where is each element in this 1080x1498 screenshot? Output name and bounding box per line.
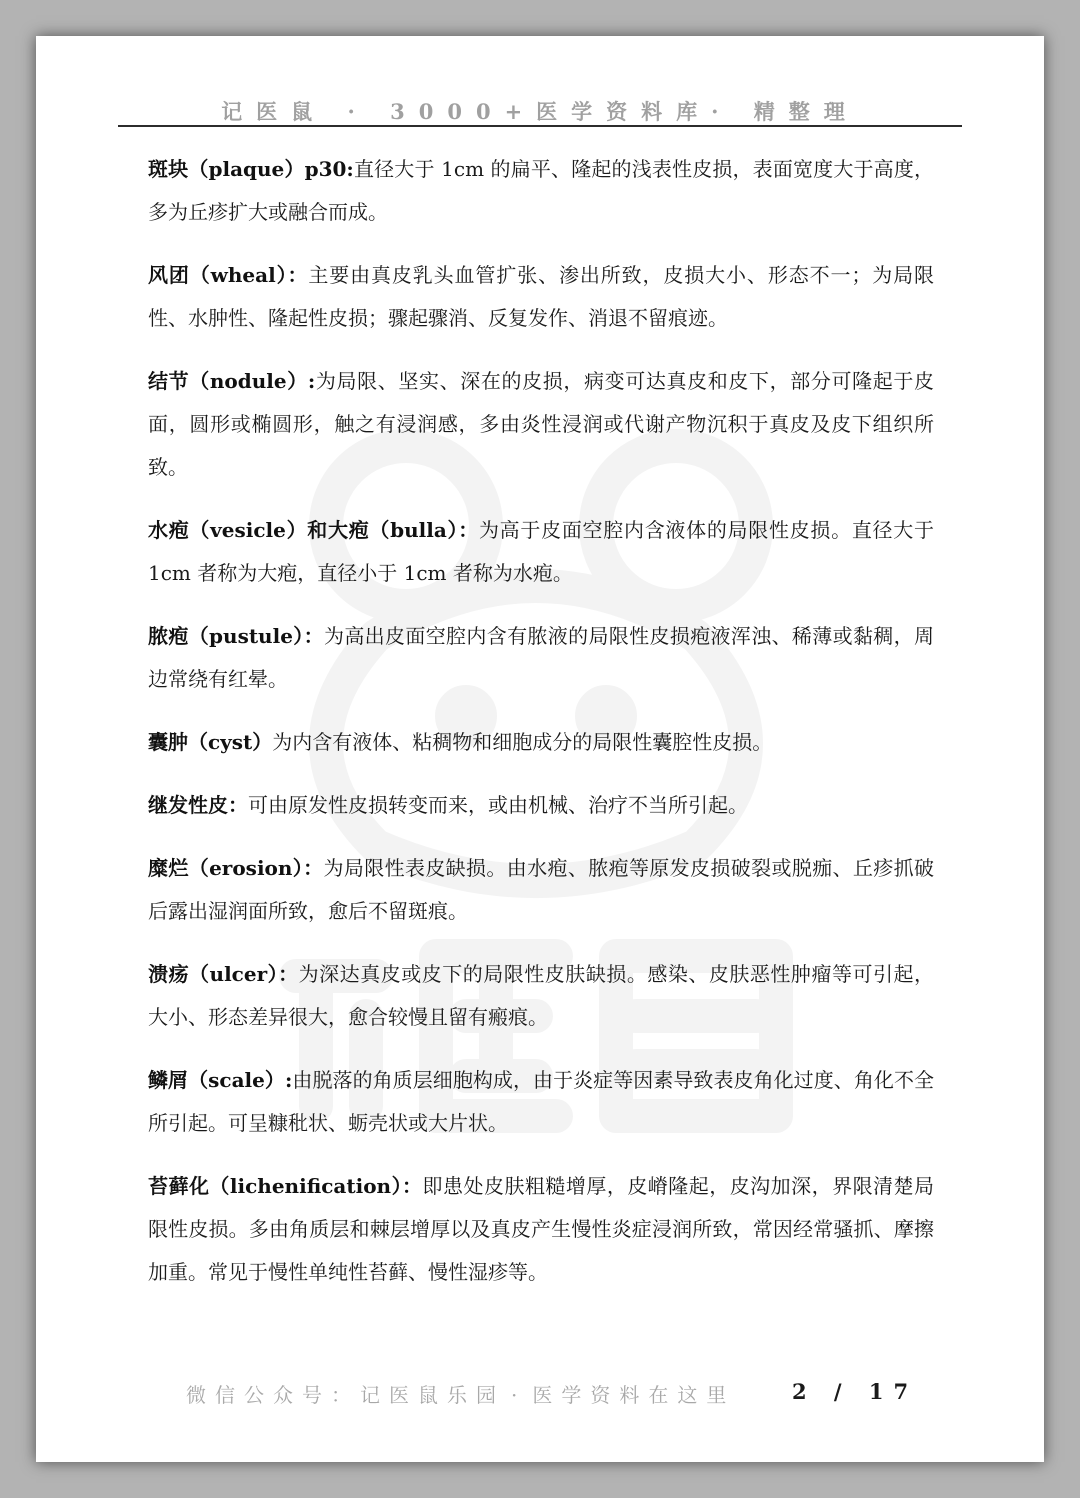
glossary-content (148, 148, 934, 1314)
entry-definition: 即患处皮肤粗糙增厚，皮嵴隆起，皮沟加深，界限清楚局限性皮损。多由角质层和棘层增厚以及真皮产生慢性炎症浸润所致，常因经常骚抓、摩擦加重。常见于慢性单纯性苔藓、慢性湿疹等。 (148, 1174, 935, 1284)
entry-definition: 主要由真皮乳头血管扩张、渗出所致，皮损大小、形态不一；为局限性、水肿性、隆起性皮损；骤起骤消、反复发作、消退不留痕迹。 (148, 263, 935, 330)
document-page (36, 36, 1044, 1462)
entry-term: 溃疡（ulcer）： (148, 962, 299, 986)
glossary-entry (148, 721, 934, 764)
entry-definition: 为局限性表皮缺损。由水疱、脓疱等原发皮损破裂或脱痂、丘疹抓破后露出湿润面所致，愈后不留斑痕。 (148, 856, 935, 923)
entry-term: 糜烂（erosion）： (148, 856, 324, 880)
entry-term: 脓疱（pustule）： (148, 624, 324, 648)
entry-term: 斑块（plaque）p30: (148, 157, 354, 181)
entry-term: 继发性皮： (148, 793, 248, 817)
header-divider (118, 125, 962, 127)
entry-term: 囊肿（cyst） (148, 730, 273, 754)
entry-definition: 为局限、坚实、深在的皮损，病变可达真皮和皮下，部分可隆起于皮面，圆形或椭圆形，触之有浸润感，多由炎性浸润或代谢产物沉积于真皮及皮下组织所致。 (148, 369, 934, 479)
footer-wechat-account: 微信公众号：记医鼠乐园 (186, 1383, 505, 1407)
entry-definition: 为深达真皮或皮下的局限性皮肤缺损。感染、皮肤恶性肿瘤等可引起，大小、形态差异很大，愈合较慢且留有瘢痕。 (148, 962, 935, 1029)
entry-term: 结节（nodule）: (148, 369, 316, 393)
glossary-entry (148, 360, 934, 489)
entry-definition: 直径大于 1cm 的扁平、隆起的浅表性皮损，表面宽度大于高度，多为丘疹扩大或融合而成。 (148, 157, 934, 224)
glossary-entry (148, 254, 934, 340)
entry-definition: 为内含有液体、粘稠物和细胞成分的局限性囊腔性皮损。 (272, 730, 773, 754)
entry-term: 水疱（vesicle）和大疱（bulla）： (148, 518, 479, 542)
glossary-entry (148, 615, 934, 701)
footer-tagline: 医学资料在这里 (532, 1383, 736, 1407)
page-number: 2 / 17 (792, 1379, 919, 1404)
entry-term: 鳞屑（scale）: (148, 1068, 293, 1092)
entry-definition: 可由原发性皮损转变而来，或由机械、治疗不当所引起。 (248, 793, 748, 817)
entry-definition: 由脱落的角质层细胞构成，由于炎症等因素导致表皮角化过度、角化不全所引起。可呈糠秕状、蛎壳状或大片状。 (148, 1068, 934, 1135)
glossary-entry (148, 509, 934, 595)
glossary-entry (148, 1165, 934, 1294)
page-header: 记医鼠 · 3000+医学资料库· 精整理 (221, 99, 859, 124)
glossary-entry (148, 1059, 934, 1145)
entry-term: 苔藓化（lichenification）： (148, 1174, 423, 1198)
entry-term: 风团（wheal）： (148, 263, 309, 287)
glossary-entry (148, 953, 934, 1039)
footer-separator: · (511, 1383, 527, 1407)
entry-definition: 为高于皮面空腔内含液体的局限性皮损。直径大于 1cm 者称为大疱，直径小于 1cm 者称为水疱。 (148, 518, 934, 585)
entry-definition: 为高出皮面空腔内含有脓液的局限性皮损疱液浑浊、稀薄或黏稠，周边常绕有红晕。 (148, 624, 935, 691)
glossary-entry (148, 784, 934, 827)
glossary-entry (148, 148, 934, 234)
glossary-entry (148, 847, 934, 933)
